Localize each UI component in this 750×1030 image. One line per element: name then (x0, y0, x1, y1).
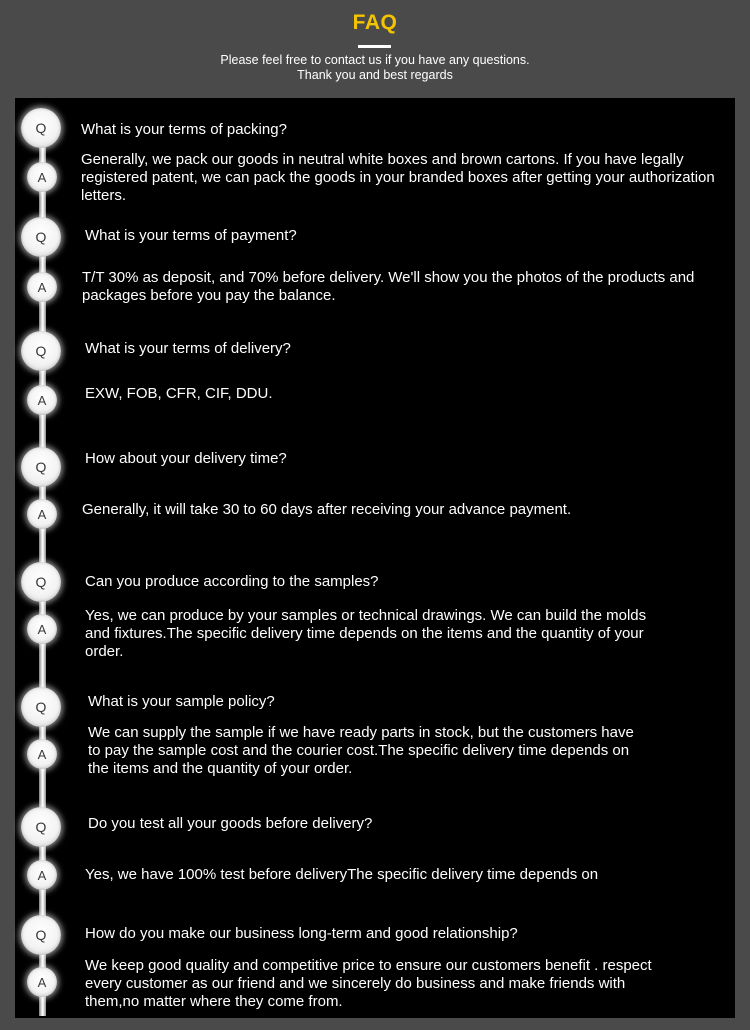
faq-question-4: How about your delivery time? (85, 450, 287, 467)
question-badge-icon: Q (21, 331, 61, 371)
faq-answer-8: We keep good quality and competitive price to ensure our customers benefit . respect every customer as our friend and we sincerely do business and make friends with them,no matter where they come from. (85, 957, 652, 1010)
answer-badge-icon: A (27, 739, 57, 769)
faq-question-1: What is your terms of packing? (81, 121, 287, 138)
question-badge-icon: Q (21, 915, 61, 955)
answer-badge-icon: A (27, 967, 57, 997)
question-badge-icon: Q (21, 217, 61, 257)
answer-badge-icon: A (27, 499, 57, 529)
subtitle-line-2: Thank you and best regards (297, 67, 453, 82)
title-underline (358, 45, 391, 48)
question-badge-icon: Q (21, 687, 61, 727)
faq-question-5: Can you produce according to the samples? (85, 573, 379, 590)
faq-answer-4: Generally, it will take 30 to 60 days after receiving your advance payment. (82, 501, 572, 518)
answer-badge-icon: A (27, 860, 57, 890)
page-title: FAQ (352, 11, 398, 34)
faq-answer-1: Generally, we pack our goods in neutral white boxes and brown cartons. If you have legally registered patent, we can pack the goods in your branded boxes after getting your authorization letters. (81, 151, 715, 204)
question-badge-icon: Q (21, 447, 61, 487)
faq-answer-3: EXW, FOB, CFR, CIF, DDU. (85, 385, 273, 402)
faq-question-2: What is your terms of payment? (85, 227, 297, 244)
answer-badge-icon: A (27, 272, 57, 302)
faq-question-8: How do you make our business long-term and good relationship? (85, 925, 518, 942)
faq-question-6: What is your sample policy? (88, 693, 275, 710)
subtitle-line-1: Please feel free to contact us if you have any questions. (220, 53, 530, 67)
answer-badge-icon: A (27, 385, 57, 415)
answer-badge-icon: A (27, 162, 57, 192)
faq-question-7: Do you test all your goods before delivery? (88, 815, 373, 832)
faq-question-3: What is your terms of delivery? (85, 340, 291, 357)
faq-header (0, 0, 750, 98)
faq-answer-6: We can supply the sample if we have ready parts in stock, but the customers have to pay the sample cost and the courier cost.The specific delivery time depends on the items and the quantity of your order. (88, 724, 634, 777)
question-badge-icon: Q (21, 807, 61, 847)
answer-badge-icon: A (27, 614, 57, 644)
page-subtitle (0, 53, 750, 82)
faq-answer-7: Yes, we have 100% test before deliveryThe specific delivery time depends on (85, 866, 599, 883)
faq-answer-5: Yes, we can produce by your samples or technical drawings. We can build the molds and fixtures.The specific delivery time depends on the items and the quantity of your order. (85, 607, 647, 660)
question-badge-icon: Q (21, 108, 61, 148)
question-badge-icon: Q (21, 562, 61, 602)
faq-answer-2: T/T 30% as deposit, and 70% before delivery. We'll show you the photos of the products and packages before you pay the balance. (82, 269, 695, 304)
